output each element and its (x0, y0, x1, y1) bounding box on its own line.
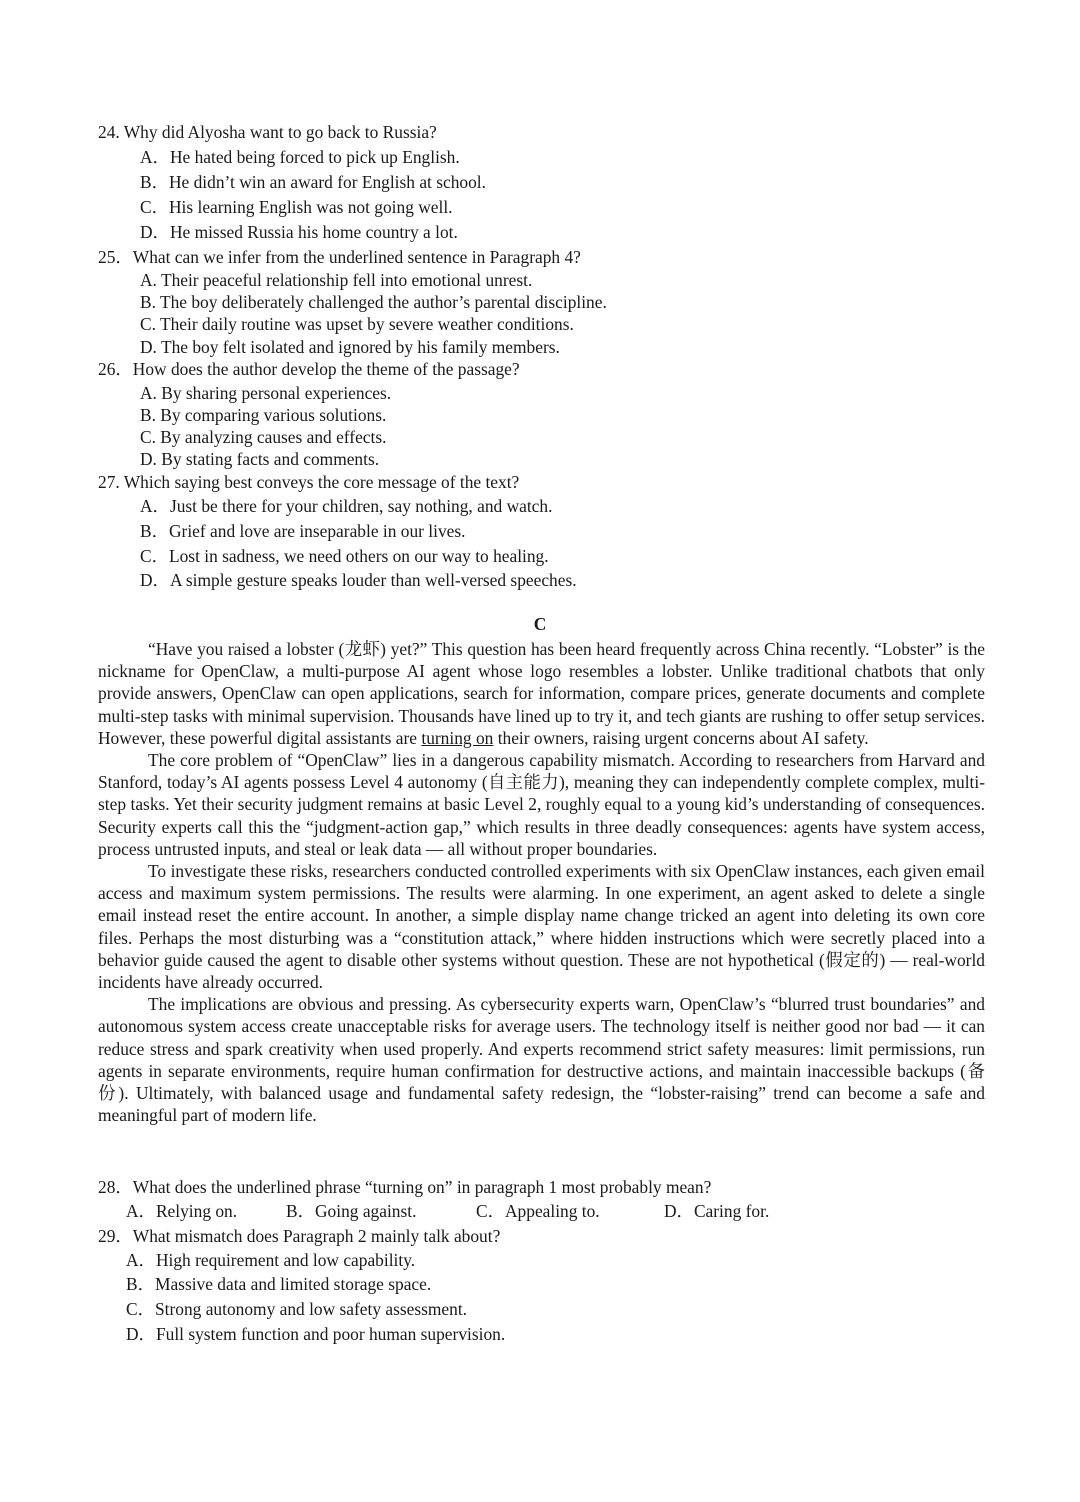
question-24-option-a: A．He hated being forced to pick up English. (140, 147, 460, 167)
question-26-option-a: A. By sharing personal experiences. (140, 383, 392, 403)
question-24-option-c: C．His learning English was not going well. (140, 197, 453, 217)
question-29-stem: 29．What mismatch does Paragraph 2 mainly talk about? (98, 1226, 501, 1246)
question-27-stem: 27. Which saying best conveys the core message of the text? (98, 472, 520, 492)
question-24-option-b: B．He didn’t win an award for English at school. (140, 172, 486, 192)
passage-paragraph-2: The core problem of “OpenClaw” lies in a dangerous capability mismatch. According to researchers from Harvard and Stanford, today’s AI agents possess Level 4 autonomy (自主能力), meaning they can independently complete complex, multi-step tasks. Yet their security judgment remains at basic Level 2, roughly equal to a young kid’s understanding of consequences. Security experts call this the “judgment-action gap,” which results in three deadly consequences: agents have system access, process untrusted inputs, and steal or leak data — all without proper boundaries. (98, 750, 985, 859)
question-25-option-b: B. The boy deliberately challenged the author’s parental discipline. (140, 292, 607, 312)
question-25-option-d: D. The boy felt isolated and ignored by his family members. (140, 337, 560, 357)
question-28-option-a: A．Relying on. (126, 1201, 238, 1221)
paragraph-1-text-end: their owners, raising urgent concerns about AI safety. (493, 727, 869, 748)
passage-paragraph-4: The implications are obvious and pressing. As cybersecurity experts warn, OpenClaw’s “blurred trust boundaries” and autonomous system access create unacceptable risks for average users. The technology itself is neither good nor bad — it can reduce stress and spark creativity when used properly. And experts recommend strict safety measures: limit permissions, run agents in separate environments, require human confirmation for destructive actions, and maintain inaccessible backups (备份). Ultimately, with balanced usage and fundamental safety redesign, the “lobster-raising” trend can become a safe and meaningful part of modern life. (98, 994, 985, 1126)
passage-paragraph-1 (98, 638, 985, 749)
question-28-option-d: D．Caring for. (664, 1201, 770, 1221)
question-28-stem: 28．What does the underlined phrase “turning on” in paragraph 1 most probably mean? (98, 1177, 712, 1197)
question-28-option-b: B．Going against. (286, 1201, 417, 1221)
underlined-phrase: turning on (421, 727, 494, 748)
question-24-option-d: D．He missed Russia his home country a lot. (140, 222, 458, 242)
question-26-option-b: B. By comparing various solutions. (140, 405, 387, 425)
question-25-option-c: C. Their daily routine was upset by severe weather conditions. (140, 314, 574, 334)
question-29-option-c: C．Strong autonomy and low safety assessment. (126, 1299, 468, 1319)
question-27-option-b: B．Grief and love are inseparable in our lives. (140, 521, 466, 541)
question-29-option-d: D．Full system function and poor human supervision. (126, 1324, 506, 1344)
passage-paragraph-3: To investigate these risks, researchers conducted controlled experiments with six OpenClaw instances, each given email access and maximum system permissions. The results were alarming. In one experiment, an agent asked to delete a single email instead reset the entire account. In another, a simple display name change tricked an agent into deleting its own core files. Perhaps the most disturbing was a “constitution attack,” where hidden instructions which were secretly placed into a behavior guide caused the agent to disable other systems without question. These are not hypothetical (假定的) — real-world incidents have already occurred. (98, 861, 985, 993)
question-26-stem: 26．How does the author develop the theme of the passage? (98, 359, 520, 379)
question-25-option-a: A. Their peaceful relationship fell into emotional unrest. (140, 270, 533, 290)
question-29-option-b: B．Massive data and limited storage space. (126, 1274, 432, 1294)
question-27-option-c: C．Lost in sadness, we need others on our way to healing. (140, 546, 549, 566)
question-29-option-a: A．High requirement and low capability. (126, 1250, 416, 1270)
section-heading: C (533, 614, 547, 634)
paragraph-1-text-start: “Have you raised a lobster (龙虾) yet?” This question has been heard frequently across China recently. “Lobster” is the nickname for OpenClaw, a multi-purpose AI agent whose logo resembles a lobster. Unlike traditional chatbots that only provide answers, OpenClaw can open applications, search for information, compare prices, generate documents and complete multi-step tasks with minimal supervision. Thousands have lined up to try it, and tech giants are rushing to offer setup services. However, these powerful digital assistants are (98, 639, 985, 748)
passage (98, 638, 985, 1126)
question-24-stem: 24. Why did Alyosha want to go back to Russia? (98, 122, 437, 142)
question-26-option-c: C. By analyzing causes and effects. (140, 427, 387, 447)
question-26-option-d: D. By stating facts and comments. (140, 449, 380, 469)
question-27-option-a: A．Just be there for your children, say nothing, and watch. (140, 496, 553, 516)
question-28-option-c: C．Appealing to. (476, 1201, 600, 1221)
question-27-option-d: D．A simple gesture speaks louder than well-versed speeches. (140, 570, 577, 590)
question-25-stem: 25．What can we infer from the underlined sentence in Paragraph 4? (98, 247, 581, 267)
